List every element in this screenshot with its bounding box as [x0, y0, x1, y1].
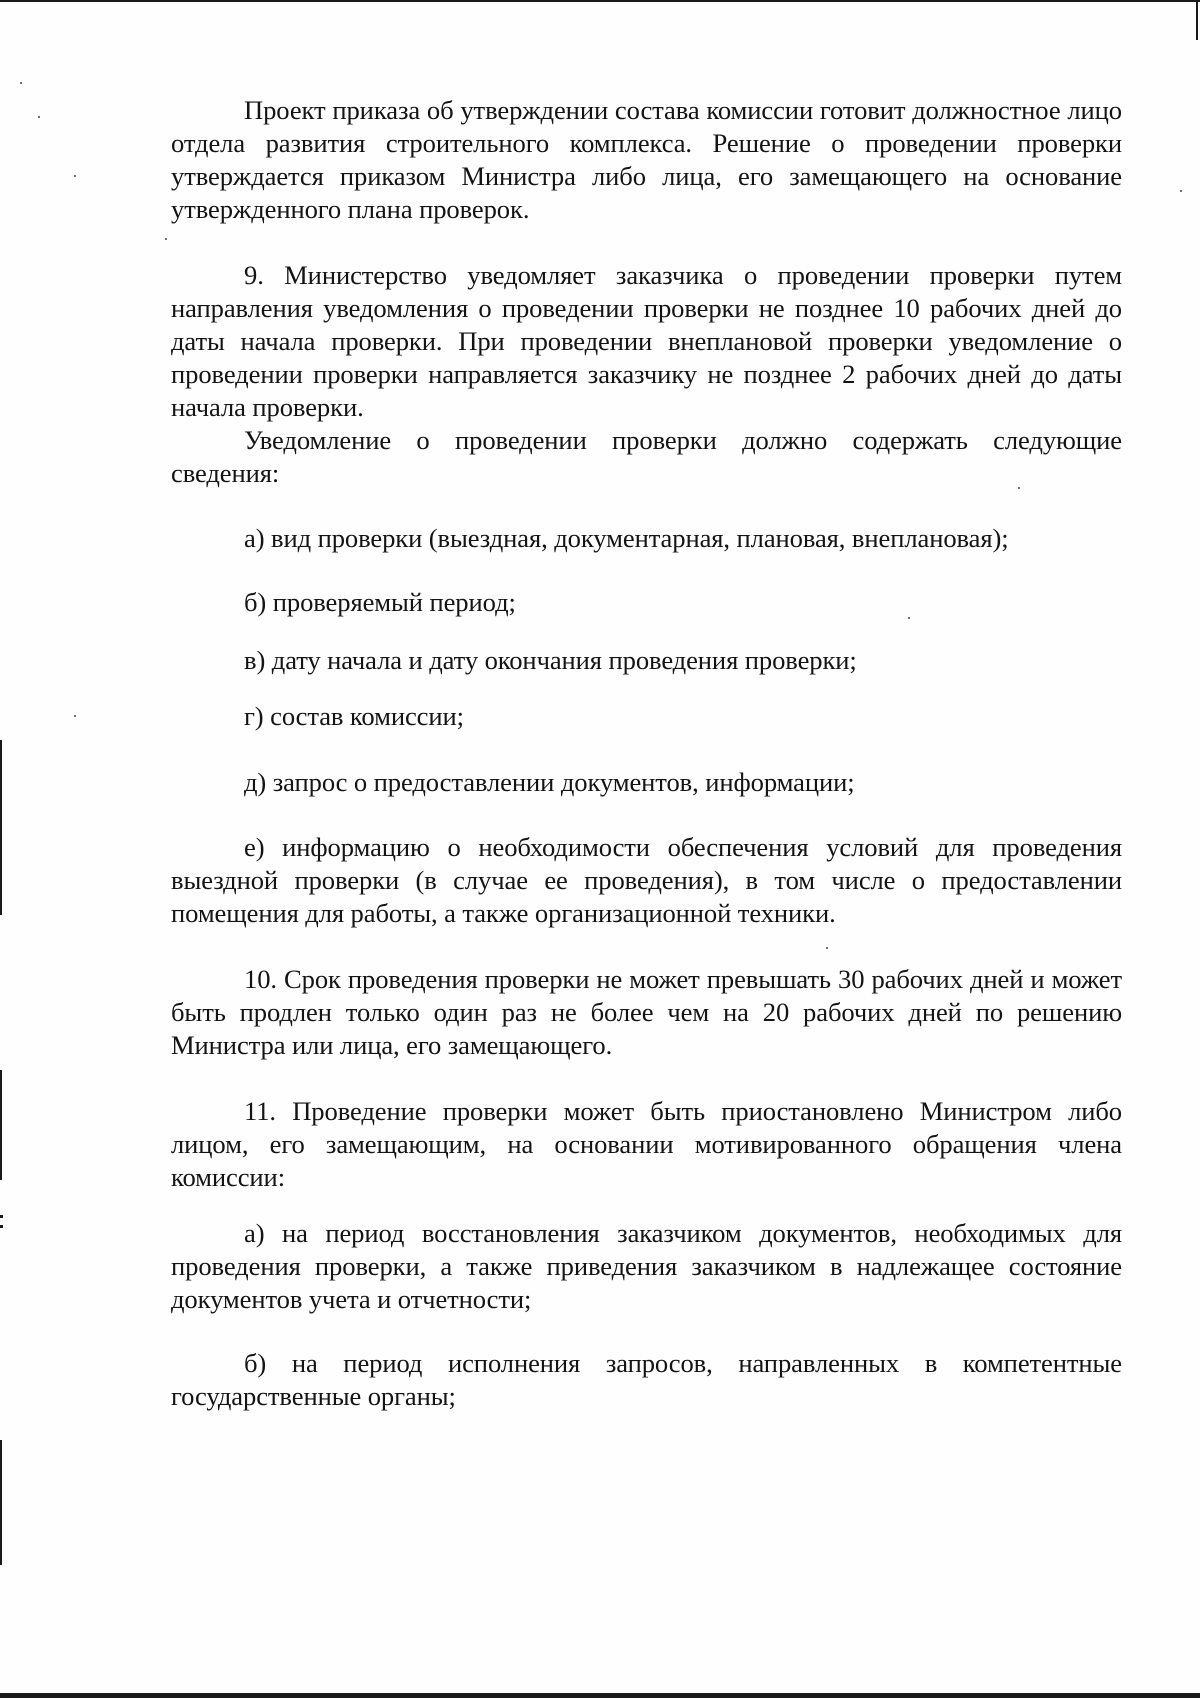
scan-speck [38, 116, 40, 118]
list-item-v: в) дату начала и дату окончания проведения проверки; [244, 645, 857, 675]
list-item-b: б) проверяемый период; [244, 587, 516, 617]
scan-right-edge-mark [1196, 0, 1198, 40]
list-item-g: г) состав комиссии; [244, 701, 464, 731]
paragraph-item-10: 10. Срок проведения проверки не может превышать 30 рабочих дней и может быть продлен только один раз не более чем на 20 рабочих дней по решению Министра или лица, его замещающего. [171, 964, 1122, 1060]
list-item-11-b: б) на период исполнения запросов, направленных в компетентные государственные органы; [171, 1348, 1122, 1411]
scan-speck [74, 175, 76, 177]
paragraph-item-9: 9. Министерство уведомляет заказчика о проведении проверки путем направления уведомления о проведении проверки не позднее 10 рабочих дней до даты начала проверки. При проведении внеплановой проверки уведомление о проведении проверки направляется заказчику не позднее 2 рабочих дней до даты начала проверки. [171, 260, 1122, 422]
paragraph-item-11: 11. Проведение проверки может быть приостановлено Министром либо лицом, его замещающим, на основании мотивированного обращения члена комиссии: [171, 1096, 1122, 1192]
scan-speck [826, 947, 828, 949]
list-item-e: е) информацию о необходимости обеспечения условий для проведения выездной проверки (в случае ее проведения), в том числе о предоставлении помещения для работы, а также организационной техники. [171, 832, 1122, 928]
scan-left-edge-mark [0, 1215, 3, 1218]
scan-top-edge [0, 0, 1200, 2]
list-item-d: д) запрос о предоставлении документов, информации; [244, 767, 855, 797]
scan-speck [1180, 190, 1182, 192]
paragraph-notification-contents: Уведомление о проведении проверки должно содержать следующие сведения: [171, 425, 1122, 488]
paragraph-commission-order: Проект приказа об утверждении состава комиссии готовит должностное лицо отдела развития строительного комплекса. Решение о проведении проверки утверждается приказом Министра либо лица, его замещающего на основание утвержденного плана проверок. [171, 95, 1122, 224]
scan-left-edge-mark [0, 740, 2, 915]
list-item-a: а) вид проверки (выездная, документарная, плановая, внеплановая); [244, 523, 1009, 553]
scan-left-edge-mark [0, 1440, 2, 1565]
list-item-11-a: а) на период восстановления заказчиком документов, необходимых для проведения проверки, а также приведения заказчиком в надлежащее состояние документов учета и отчетности; [171, 1218, 1122, 1314]
scan-bottom-edge [0, 1693, 1200, 1698]
scan-left-edge-mark [0, 1225, 3, 1228]
scan-speck [74, 715, 76, 717]
scan-left-edge-mark [0, 1070, 2, 1180]
scan-speck [20, 82, 22, 84]
scan-speck [165, 238, 167, 240]
